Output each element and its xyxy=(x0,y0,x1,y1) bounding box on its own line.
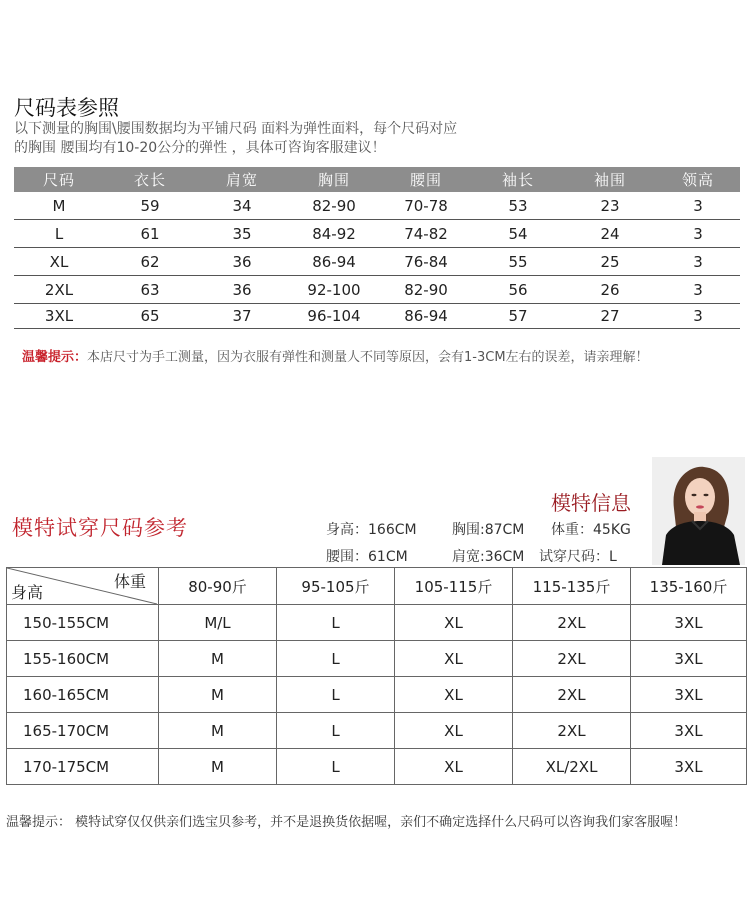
table-row xyxy=(7,749,747,785)
table-cell: 62 xyxy=(104,248,196,276)
table-cell: 56 xyxy=(472,276,564,304)
table-cell: 76-84 xyxy=(380,248,472,276)
table-cell: 61 xyxy=(104,220,196,248)
size-cell: M xyxy=(159,641,277,677)
size-cell: 2XL xyxy=(513,713,631,749)
size-cell: XL xyxy=(395,677,513,713)
weight-header: 95-105斤 xyxy=(277,568,395,605)
corner-top-label: 体重 xyxy=(113,572,146,591)
model-info-title: 模特信息 xyxy=(551,491,631,515)
height-cell: 155-160CM xyxy=(7,641,159,677)
corner-bottom-label: 身高 xyxy=(11,583,44,602)
table-cell: 70-78 xyxy=(380,192,472,220)
model-size-tried: 试穿尺码：L xyxy=(539,549,617,565)
size-cell: XL xyxy=(395,605,513,641)
size-cell: 2XL xyxy=(513,677,631,713)
weight-header: 115-135斤 xyxy=(513,568,631,605)
tip-label: 温馨提示： xyxy=(22,350,88,365)
table-row xyxy=(14,304,740,329)
table-cell: 82-90 xyxy=(380,276,472,304)
height-cell: 160-165CM xyxy=(7,677,159,713)
table-cell: L xyxy=(14,220,104,248)
table-cell: 53 xyxy=(472,192,564,220)
height-cell: 165-170CM xyxy=(7,713,159,749)
table-cell: 23 xyxy=(564,192,656,220)
size-cell: M xyxy=(159,749,277,785)
table-cell: 55 xyxy=(472,248,564,276)
size-cell: L xyxy=(277,605,395,641)
table-cell: 36 xyxy=(196,248,288,276)
header-cell: 肩宽 xyxy=(196,167,288,192)
table-cell: 3 xyxy=(656,248,740,276)
table-cell: 26 xyxy=(564,276,656,304)
size-cell: 3XL xyxy=(631,749,747,785)
model-shoulder: 肩宽:36CM xyxy=(452,549,525,565)
table-cell: 63 xyxy=(104,276,196,304)
header-cell: 袖围 xyxy=(564,167,656,192)
table-row xyxy=(7,713,747,749)
header-cell: 衣长 xyxy=(104,167,196,192)
height-cell: 170-175CM xyxy=(7,749,159,785)
size-table-header xyxy=(14,167,740,192)
table-cell: 3 xyxy=(656,304,740,329)
fit-table xyxy=(6,567,747,785)
size-table xyxy=(14,167,740,329)
size-chart-title: 尺码表参照 xyxy=(14,96,119,120)
size-cell: L xyxy=(277,749,395,785)
table-row xyxy=(7,641,747,677)
size-cell: XL/2XL xyxy=(513,749,631,785)
table-cell: 96-104 xyxy=(288,304,380,329)
size-cell: M xyxy=(159,713,277,749)
size-cell: L xyxy=(277,713,395,749)
size-chart-tip xyxy=(22,346,734,370)
model-photo-icon xyxy=(652,457,745,565)
size-cell: 3XL xyxy=(631,677,747,713)
size-cell: M/L xyxy=(159,605,277,641)
table-row xyxy=(7,677,747,713)
fit-table-header xyxy=(7,568,747,605)
model-height: 身高：166CM xyxy=(326,522,417,538)
size-cell: XL xyxy=(395,713,513,749)
weight-header: 105-115斤 xyxy=(395,568,513,605)
table-cell: 3XL xyxy=(14,304,104,329)
table-cell: 57 xyxy=(472,304,564,329)
model-weight: 体重：45KG xyxy=(551,522,631,538)
table-cell: 24 xyxy=(564,220,656,248)
size-cell: 2XL xyxy=(513,605,631,641)
table-cell: 86-94 xyxy=(380,304,472,329)
table-cell: 35 xyxy=(196,220,288,248)
size-cell: L xyxy=(277,641,395,677)
size-cell: XL xyxy=(395,749,513,785)
corner-cell xyxy=(7,568,159,605)
table-cell: 25 xyxy=(564,248,656,276)
header-cell: 尺码 xyxy=(14,167,104,192)
tip-text: 本店尺寸为手工测量，因为衣服有弹性和测量人不同等原因，会有1-3CM左右的误差，请亲理解！ xyxy=(87,350,649,365)
table-row xyxy=(14,276,740,304)
size-cell: XL xyxy=(395,641,513,677)
bottom-tip: 温馨提示： 模特试穿仅仅供亲们选宝贝参考，并不是退换货依据喔，亲们不确定选择什么尺码可以咨询我们家客服喔！ xyxy=(6,815,687,830)
table-cell: 86-94 xyxy=(288,248,380,276)
table-cell: 3 xyxy=(656,220,740,248)
table-cell: 34 xyxy=(196,192,288,220)
table-cell: 27 xyxy=(564,304,656,329)
table-cell: 65 xyxy=(104,304,196,329)
table-cell: 82-90 xyxy=(288,192,380,220)
height-cell: 150-155CM xyxy=(7,605,159,641)
table-cell: 74-82 xyxy=(380,220,472,248)
table-cell: 3 xyxy=(656,276,740,304)
table-cell: 59 xyxy=(104,192,196,220)
size-cell: 3XL xyxy=(631,605,747,641)
model-photo xyxy=(652,457,745,565)
table-cell: 84-92 xyxy=(288,220,380,248)
header-cell: 领高 xyxy=(656,167,740,192)
weight-header: 135-160斤 xyxy=(631,568,747,605)
size-cell: M xyxy=(159,677,277,713)
table-row xyxy=(14,248,740,276)
header-cell: 袖长 xyxy=(472,167,564,192)
size-cell: 2XL xyxy=(513,641,631,677)
table-cell: 36 xyxy=(196,276,288,304)
model-bust: 胸围:87CM xyxy=(452,522,525,538)
size-chart-intro-line1: 以下测量的胸围\腰围数据均为平铺尺码 面料为弹性面料，每个尺码对应 xyxy=(14,121,458,137)
table-cell: 2XL xyxy=(14,276,104,304)
size-cell: L xyxy=(277,677,395,713)
header-cell: 腰围 xyxy=(380,167,472,192)
table-cell: 92-100 xyxy=(288,276,380,304)
table-cell: M xyxy=(14,192,104,220)
table-cell: XL xyxy=(14,248,104,276)
size-chart-intro-line2: 的胸围 腰围均有10-20公分的弹性 ，具体可咨询客服建议！ xyxy=(14,140,386,156)
model-waist: 腰围：61CM xyxy=(326,549,408,565)
header-cell: 胸围 xyxy=(288,167,380,192)
table-row xyxy=(14,220,740,248)
table-cell: 3 xyxy=(656,192,740,220)
table-cell: 54 xyxy=(472,220,564,248)
weight-header: 80-90斤 xyxy=(159,568,277,605)
model-section-title: 模特试穿尺码参考 xyxy=(12,516,188,540)
size-cell: 3XL xyxy=(631,713,747,749)
size-cell: 3XL xyxy=(631,641,747,677)
table-row xyxy=(14,192,740,220)
table-cell: 37 xyxy=(196,304,288,329)
table-row xyxy=(7,605,747,641)
